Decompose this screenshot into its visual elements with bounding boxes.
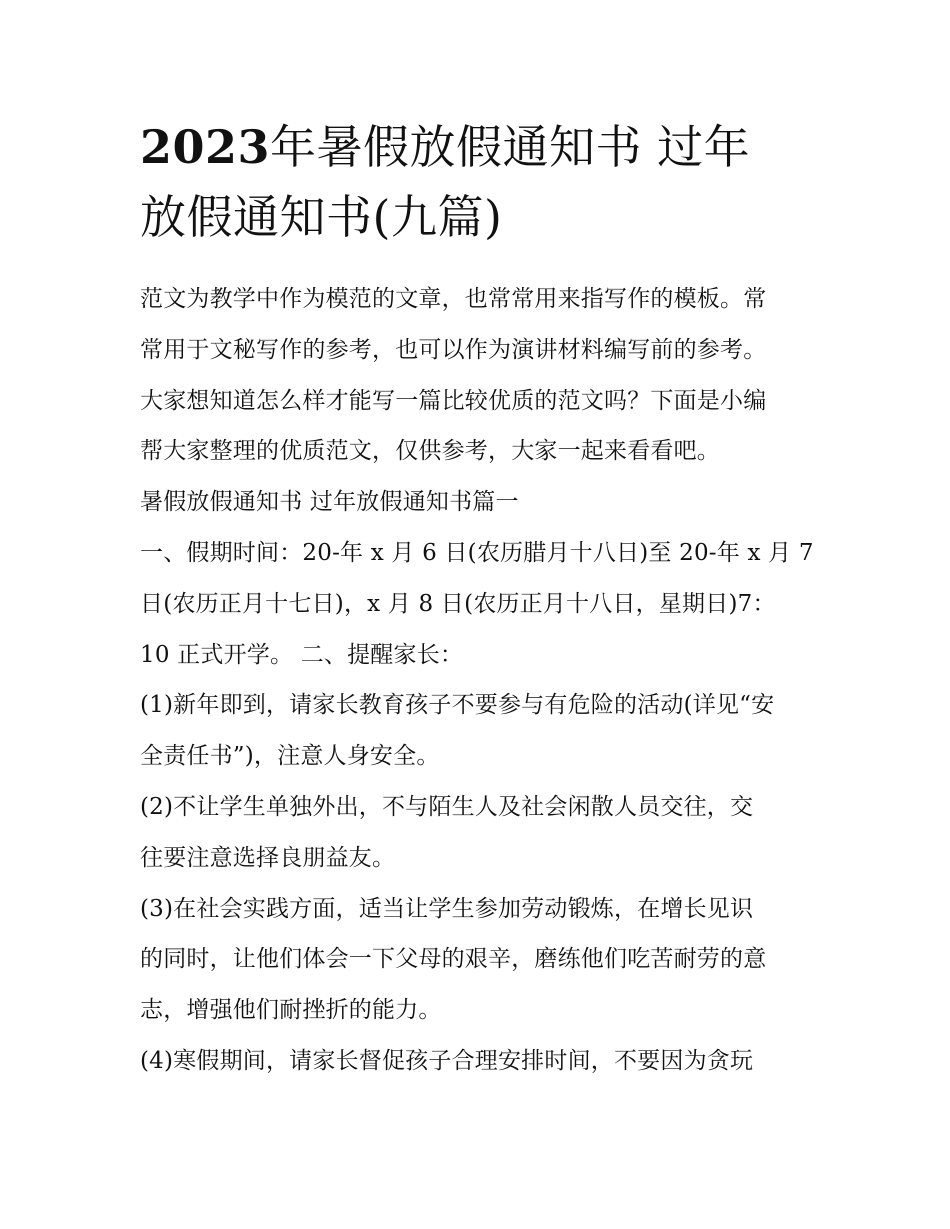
title-year: 2023 — [140, 120, 271, 174]
document-body — [140, 274, 820, 1087]
body-line: (2)不让学生单独外出，不与陌生人及社会闲散人员交往，交 — [140, 793, 754, 820]
body-line: (1)新年即到，请家长教育孩子不要参与有危险的活动(详见“安 — [140, 692, 775, 719]
body-line: 常用于文秘写作的参考，也可以作为演讲材料编写前的参考。 — [140, 336, 767, 363]
document-page — [140, 112, 820, 1087]
body-line: 志，增强他们耐挫折的能力。 — [140, 997, 442, 1024]
document-title — [140, 112, 820, 252]
body-line: 帮大家整理的优质范文，仅供参考，大家一起来看看吧。 — [140, 438, 720, 465]
body-line: (3)在社会实践方面，适当让学生参加劳动锻炼，在增长见识 — [140, 895, 754, 922]
body-line: 范文为教学中作为模范的文章，也常常用来指写作的模板。常 — [140, 286, 767, 312]
title-line-1 — [140, 112, 820, 182]
title-line-1-text: 年暑假放假通知书 过年 — [270, 120, 751, 174]
body-line: 的同时，让他们体会一下父母的艰辛，磨练他们吃苦耐劳的意 — [140, 946, 767, 973]
body-line: 10 正式开学。 二、提醒家长： — [140, 641, 464, 668]
body-line: 往要注意选择良朋益友。 — [140, 844, 396, 871]
title-line-2: 放假通知书(九篇) — [140, 190, 503, 244]
section-heading: 暑假放假通知书 过年放假通知书篇一 — [140, 489, 519, 516]
body-line: (4)寒假期间，请家长督促孩子合理安排时间，不要因为贪玩 — [140, 1047, 754, 1074]
body-line: 一、假期时间：20-年 x 月 6 日(农历腊月十八日)至 20-年 x 月 7 — [140, 539, 814, 566]
body-line: 全责任书”)，注意人身安全。 — [140, 743, 440, 770]
body-line: 大家想知道怎么样才能写一篇比较优质的范文吗？下面是小编 — [140, 387, 767, 414]
body-line: 日(农历正月十七日)，x 月 8 日(农历正月十八日，星期日)7： — [140, 590, 776, 617]
